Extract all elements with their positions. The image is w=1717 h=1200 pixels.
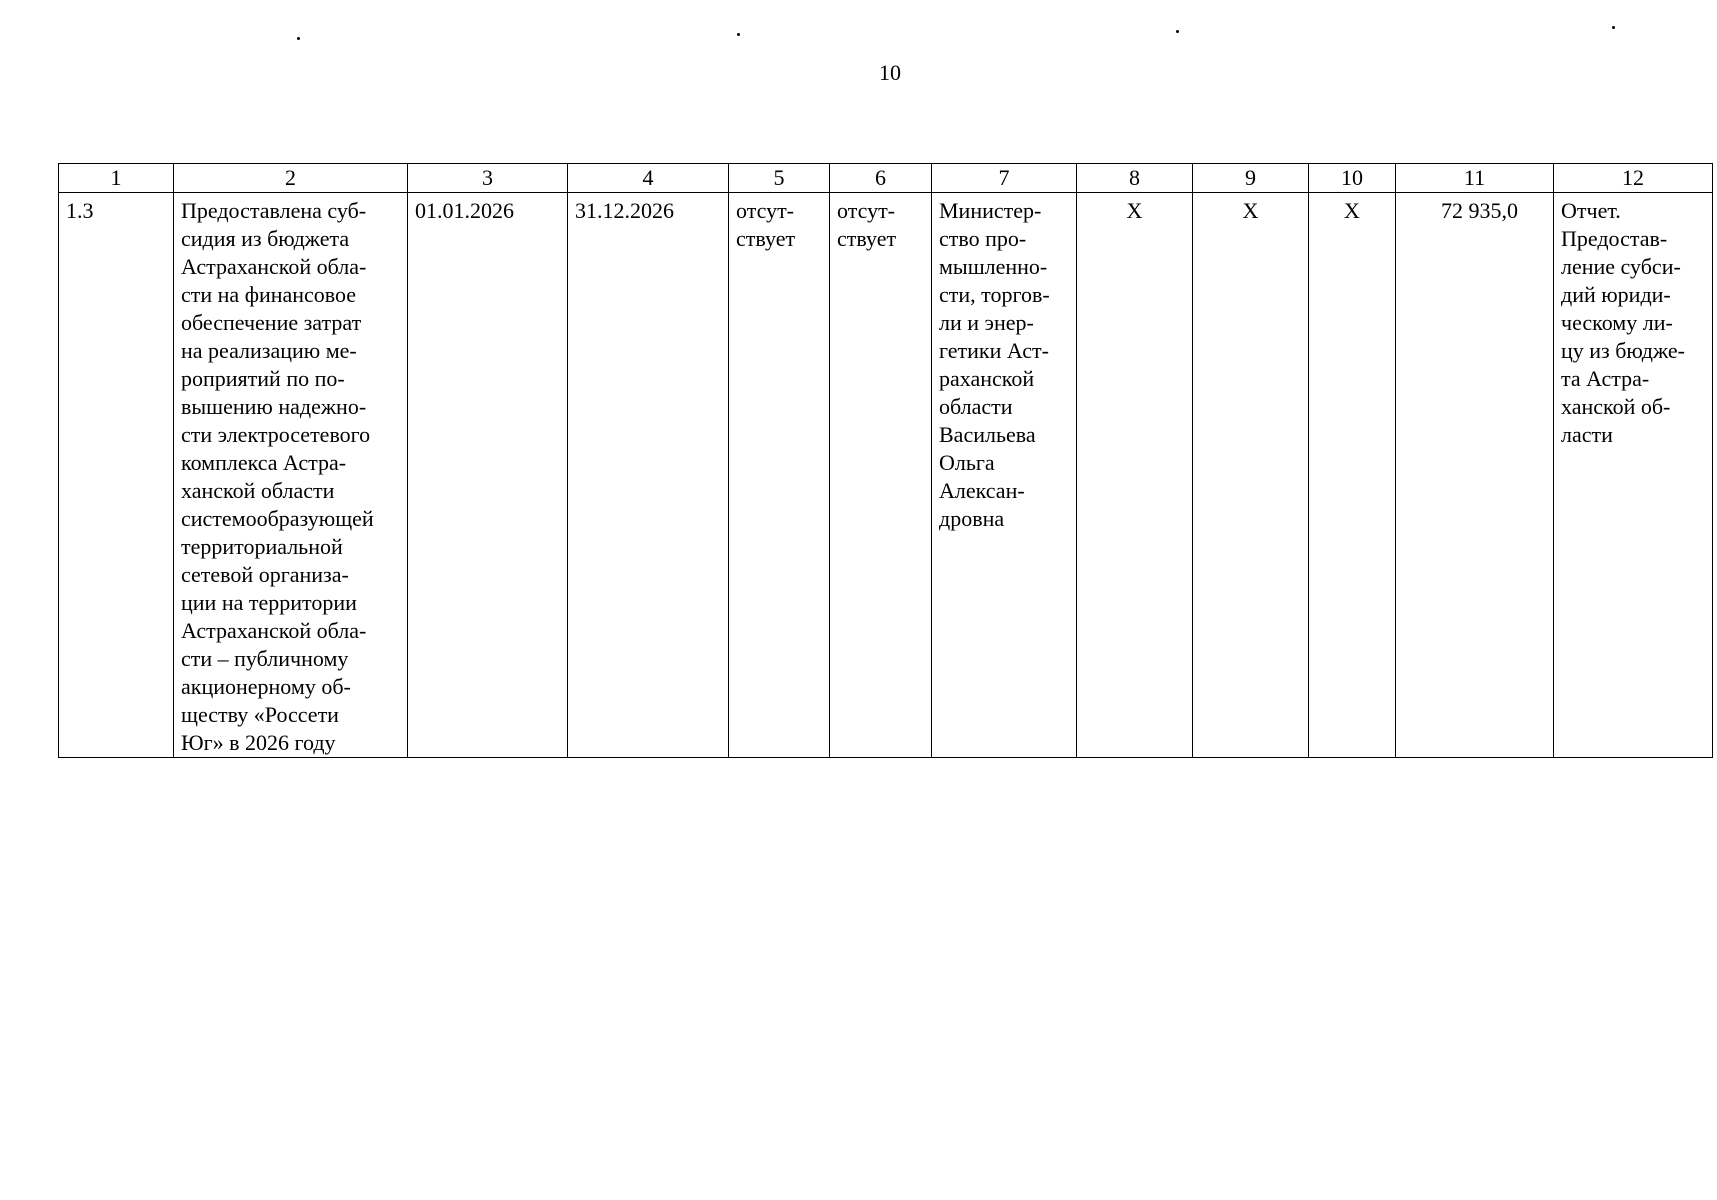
column-8-cell xyxy=(1077,193,1193,758)
description-cell xyxy=(174,193,408,758)
column-9-value: X xyxy=(1242,198,1259,223)
column-number: 5 xyxy=(729,164,830,193)
column-number: 6 xyxy=(830,164,932,193)
column-8-value: X xyxy=(1126,198,1143,223)
row-number: 1.3 xyxy=(66,198,94,223)
column-number: 8 xyxy=(1077,164,1193,193)
column-10-value: X xyxy=(1344,198,1360,223)
page-number: 10 xyxy=(879,60,901,85)
column-number: 9 xyxy=(1193,164,1309,193)
end-date-cell xyxy=(568,193,729,758)
responsible-cell xyxy=(932,193,1077,758)
column-number: 2 xyxy=(174,164,408,193)
column-6-value: отсут- ствует xyxy=(837,198,897,251)
column-number: 3 xyxy=(408,164,568,193)
row-number-cell xyxy=(59,193,174,758)
column-5-value: отсут- ствует xyxy=(736,198,796,251)
scan-dot xyxy=(1176,30,1179,33)
result-cell xyxy=(1554,193,1713,758)
column-numbers-row xyxy=(59,164,1713,193)
column-number: 4 xyxy=(568,164,729,193)
plan-table xyxy=(58,163,1713,758)
start-date-cell xyxy=(408,193,568,758)
measure-description: Предоставлена суб- сидия из бюджета Астраханской обла- сти на финансовое обеспечение затрат на реализацию ме- роприятий по по- вышению надежно- сти электросетевого комплекса Астра- ханской области системообразующей территориальной сетевой организа- ции на территории Астраханской обла- сти – публичному акционерному об- ществу «Россети Юг» в 2026 году xyxy=(181,198,374,755)
table-row xyxy=(59,193,1713,758)
column-number: 10 xyxy=(1309,164,1396,193)
funding-amount: 72 935,0 xyxy=(1441,198,1518,223)
column-number: 1 xyxy=(59,164,174,193)
column-number: 11 xyxy=(1396,164,1554,193)
column-number: 12 xyxy=(1554,164,1713,193)
start-date: 01.01.2026 xyxy=(415,198,514,223)
column-9-cell xyxy=(1193,193,1309,758)
scan-dot xyxy=(1612,26,1615,29)
column-5-cell xyxy=(729,193,830,758)
scan-dot xyxy=(297,37,300,40)
result-description: Отчет. Предостав- ление субси- дий юриди- ческому ли- цу из бюдже- та Астра- ханской об- ласти xyxy=(1561,198,1685,447)
amount-cell xyxy=(1396,193,1554,758)
column-6-cell xyxy=(830,193,932,758)
column-number: 7 xyxy=(932,164,1077,193)
scan-dot xyxy=(737,33,740,36)
column-10-cell xyxy=(1309,193,1396,758)
end-date: 31.12.2026 xyxy=(575,198,674,223)
responsible-executor: Министер- ство про- мышленно- сти, торгов- ли и энер- гетики Аст- раханской области Васильева Ольга Алексан- дровна xyxy=(939,198,1050,531)
